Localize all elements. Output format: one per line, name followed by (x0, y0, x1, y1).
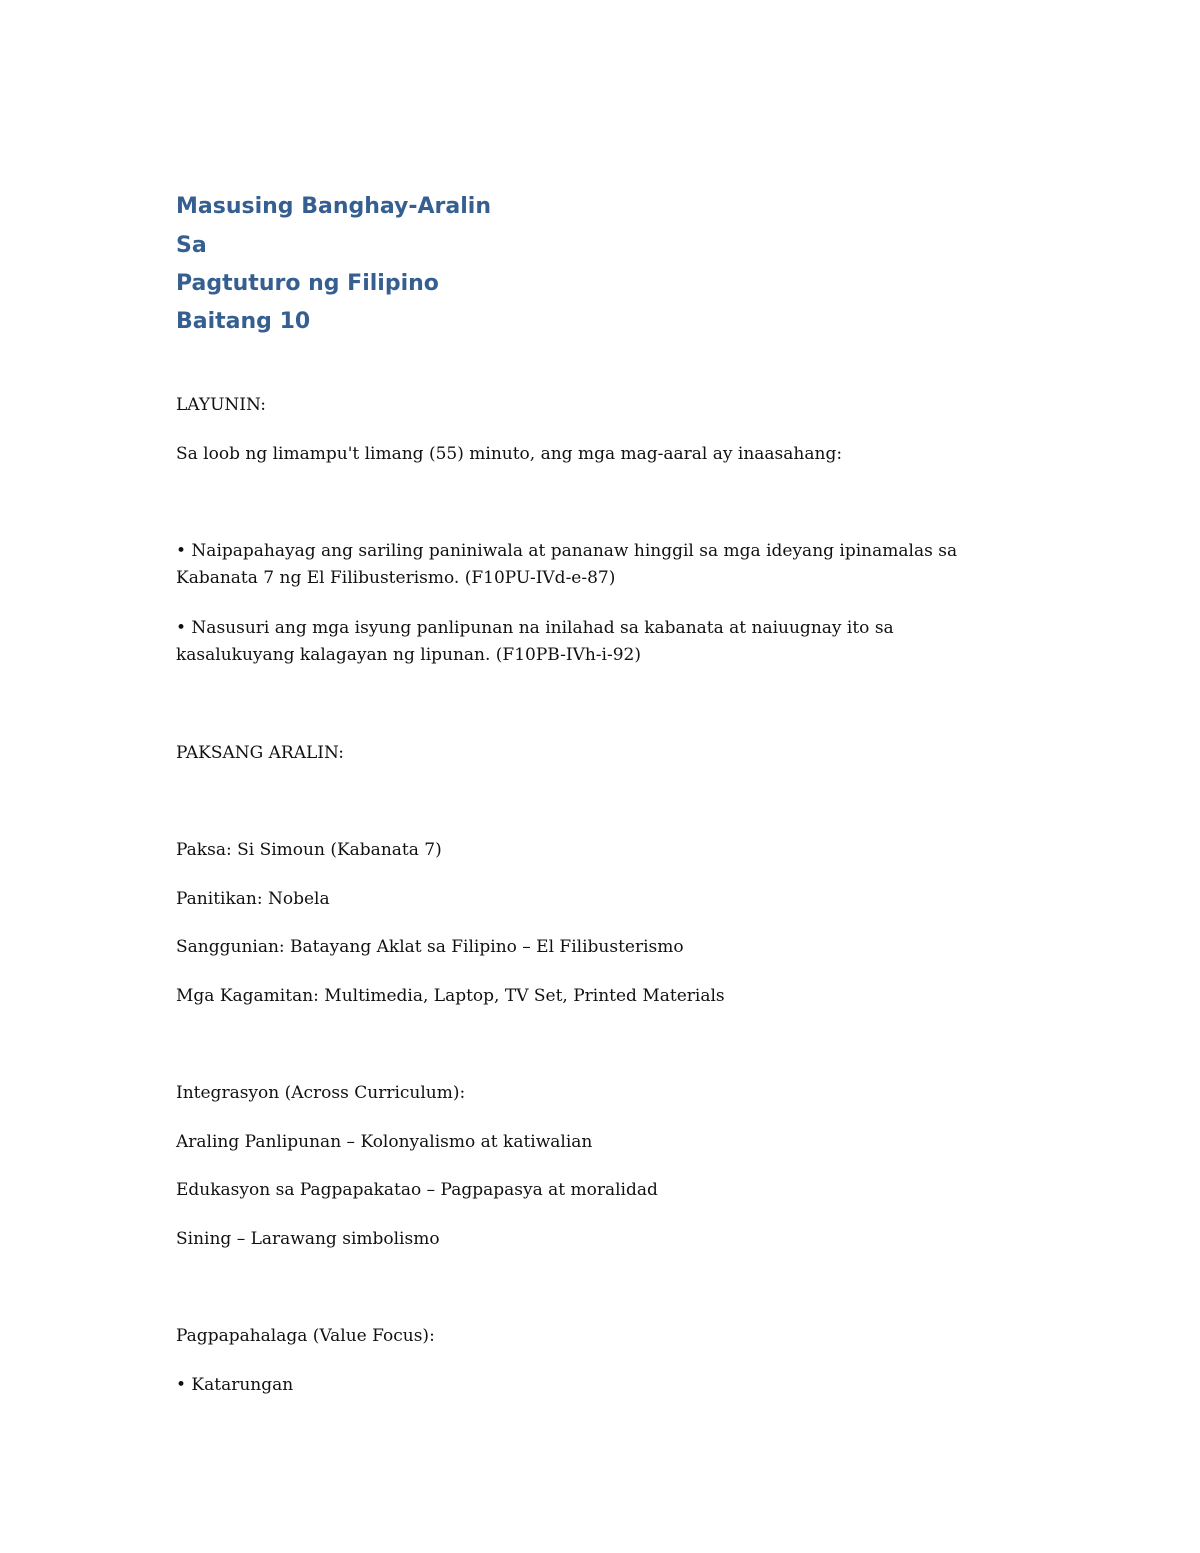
objective-1-line-2: Kabanata 7 ng El Filibusterismo. (F10PU-IVd-e-87) (176, 568, 616, 588)
paksa-line: Paksa: Si Simoun (Kabanata 7) (176, 840, 442, 860)
title-line-1: Masusing Banghay-Aralin (176, 194, 491, 219)
pagpapahalaga-item: • Katarungan (176, 1375, 294, 1395)
panitikan-line: Panitikan: Nobela (176, 889, 330, 909)
objective-2-line-2: kasalukuyang kalagayan ng lipunan. (F10PB-IVh-i-92) (176, 645, 641, 665)
title-line-3: Pagtuturo ng Filipino (176, 271, 439, 296)
kagamitan-line: Mga Kagamitan: Multimedia, Laptop, TV Set, Printed Materials (176, 986, 725, 1006)
layunin-heading: LAYUNIN: (176, 395, 267, 415)
integrasyon-item: Araling Panlipunan – Kolonyalismo at katiwalian (176, 1132, 593, 1152)
objective-2-line-1: • Nasusuri ang mga isyung panlipunan na inilahad sa kabanata at naiuugnay ito sa (176, 618, 894, 638)
sanggunian-line: Sanggunian: Batayang Aklat sa Filipino – El Filibusterismo (176, 937, 684, 957)
title-line-4: Baitang 10 (176, 309, 311, 334)
integrasyon-item: Edukasyon sa Pagpapakatao – Pagpapasya at moralidad (176, 1180, 658, 1200)
integrasyon-item: Sining – Larawang simbolismo (176, 1229, 440, 1249)
objective-1-line-1: • Naipapahayag ang sariling paniniwala at pananaw hinggil sa mga ideyang ipinamalas sa (176, 541, 958, 561)
paksang-aralin-heading: PAKSANG ARALIN: (176, 743, 344, 763)
layunin-intro: Sa loob ng limampu't limang (55) minuto, ang mga mag-aaral ay inaasahang: (176, 444, 843, 464)
pagpapahalaga-heading: Pagpapahalaga (Value Focus): (176, 1326, 435, 1346)
title-line-2: Sa (176, 233, 207, 258)
integrasyon-heading: Integrasyon (Across Curriculum): (176, 1083, 466, 1103)
